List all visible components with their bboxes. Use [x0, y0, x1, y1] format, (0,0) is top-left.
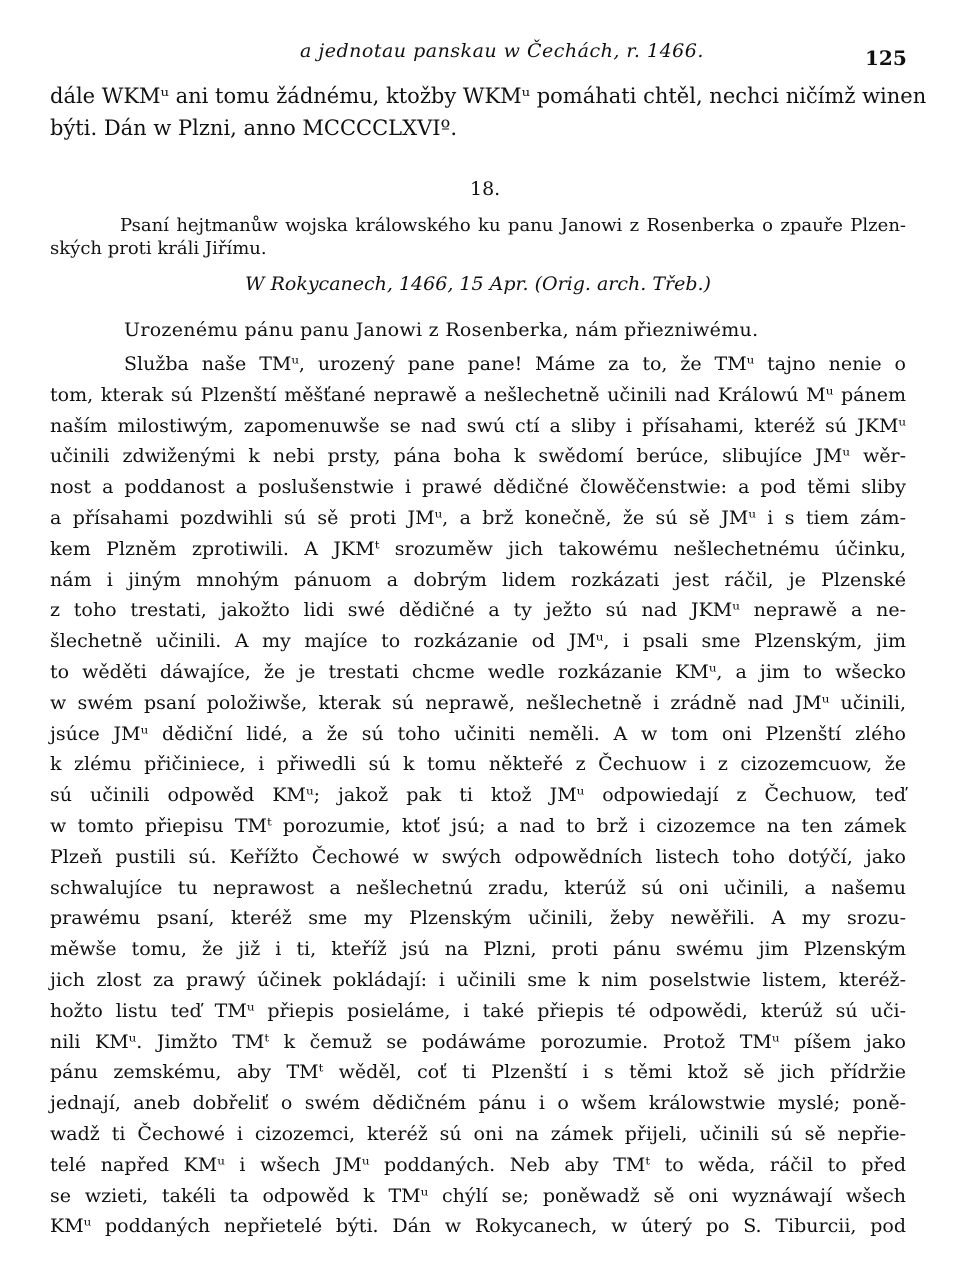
document-summary: Psaní hejtmanůw wojska králowského ku panu Janowi z Rosenberka o zpauře Plzen-: [120, 215, 906, 236]
running-title: a jednotau panskau w Čechách, r. 1466.: [300, 40, 704, 62]
body-line: prawému psaní, kteréž sme my Plzenským učinili, žeby newěřili. A my srozu-: [50, 907, 906, 930]
body-line: tom, kterak sú Plzenští měšťané neprawě a nešlechetně učinili nad Králowú Mᵘ pánem: [50, 383, 906, 406]
body-line: měwše tomu, že již i ti, kteříž jsú na Plzni, proti pánu swému jim Plzenským: [50, 938, 906, 961]
body-line: jsúce JMᵘ dědiční lidé, a že sú toho učiniti neměli. A w tom oni Plzenští zlého: [50, 722, 906, 745]
body-line: wadž ti Čechowé i cizozemci, kteréž sú oni na zámek přijeli, učinili sú sě nepřie-: [50, 1122, 906, 1145]
document-summary: ských proti králi Jiřímu.: [50, 238, 267, 259]
preceding-text-line: dále WKMᵘ ani tomu žádnému, ktožby WKMᵘ pomáhati chtěl, nechci ničímž winen: [50, 84, 927, 108]
body-line: w swém psaní položiwše, kterak sú neprawě, nešlechetně i zrádně nad JMᵘ učinili,: [50, 691, 906, 714]
body-line: nili KMᵘ. Jimžto TMᵗ k čemuž se podáwáme porozumie. Protož TMᵘ píšem jako: [50, 1030, 906, 1053]
body-line: k zlému přičiniece, i přiwedli sú k tomu někteřé z Čechuow i z cizozemcuow, že: [50, 753, 906, 776]
letter-body: [50, 349, 906, 1242]
body-line: kem Plzněm zprotiwili. A JKMᵗ srozuměw jich takowému nešlechetnému účinku,: [50, 537, 906, 560]
body-line: šlechetně učinili. A my majíce to rozkázanie od JMᵘ, i psali sme Plzenským, jim: [50, 630, 906, 653]
body-line: jednají, aneb dobřeliť o swém dědičném pánu i o wšem králowstwie myslé; poně-: [50, 1092, 906, 1115]
body-line: sú učinili odpowěd KMᵘ; jakož pak ti ktož JMᵘ odpowiedají z Čechuow, teď: [50, 784, 906, 807]
body-line: pánu zemskému, aby TMᵗ wěděl, coť ti Plzenští i s těmi ktož sě jich přídržie: [50, 1061, 906, 1084]
body-line: Plzeň pustili sú. Keřížto Čechowé w swých odpowědních listech toho dotýčí, jako: [50, 845, 906, 868]
body-line: KMᵘ poddaných nepřietelé býti. Dán w Rokycanech, w úterý po S. Tiburcii, pod: [50, 1215, 906, 1238]
body-line: to wěděti dáwajíce, že je trestati chcme wedle rozkázanie KMᵘ, a jim to wšecko: [50, 660, 906, 683]
body-line: telé napřed KMᵘ i wšech JMᵘ poddaných. Neb aby TMᵗ to wěda, ráčil to před: [50, 1153, 906, 1176]
letter-address: Urozenému pánu panu Janowi z Rosenberka, nám přiezniwému.: [124, 319, 759, 341]
preceding-text-line: býti. Dán w Plzni, anno MCCCCLXVIº.: [50, 116, 458, 140]
body-line: naším milostiwým, zapomenuwše se nad swú ctí a sliby i přísahami, kteréž sú JKMᵘ: [50, 414, 906, 437]
body-line: a přísahami pozdwihli sú sě proti JMᵘ, a brž konečně, že sú sě JMᵘ i s tiem zám-: [50, 506, 906, 529]
document-number: 18.: [470, 178, 501, 200]
body-line: se wzieti, takéli ta odpowěd k TMᵘ chýlí se; poněwadž sě oni wyznáwají wšech: [50, 1184, 906, 1207]
page-number: 125: [865, 46, 907, 70]
body-line: hožto listu teď TMᵘ přiepis posieláme, i také přiepis té odpowědi, kterúž sú uči-: [50, 999, 906, 1022]
document-source: W Rokycanech, 1466, 15 Apr. (Orig. arch. Třeb.): [245, 273, 711, 295]
body-line: schwalujíce tu neprawost a nešlechetnú zradu, kterúž sú oni učinili, a našemu: [50, 876, 906, 899]
body-line: Služba naše TMᵘ, urozený pane pane! Máme za to, že TMᵘ tajno nenie o: [124, 353, 906, 375]
body-line: jich zlost za prawý účinek pokládají: i učinili sme k nim poselstwie listem, kteréž-: [50, 968, 906, 991]
body-line: w tomto přiepisu TMᵗ porozumie, ktoť jsú; a nad to brž i cizozemce na ten zámek: [50, 814, 906, 837]
body-line: z toho trestati, jakožto lidi swé dědičné a ty ježto sú nad JKMᵘ neprawě a ne-: [50, 599, 906, 622]
body-line: nost a poddanost a poslušenstwie i prawé dědičné člowěčenstwie: a pod těmi sliby: [50, 476, 906, 499]
body-line: nám i jiným mnohým pánuom a dobrým lidem rozkázati jest ráčil, je Plzenské: [50, 568, 906, 591]
body-line: učinili zdwiženými k nebi prsty, pána boha k swědomí berúce, slibujíce JMᵘ wěr-: [50, 445, 906, 468]
